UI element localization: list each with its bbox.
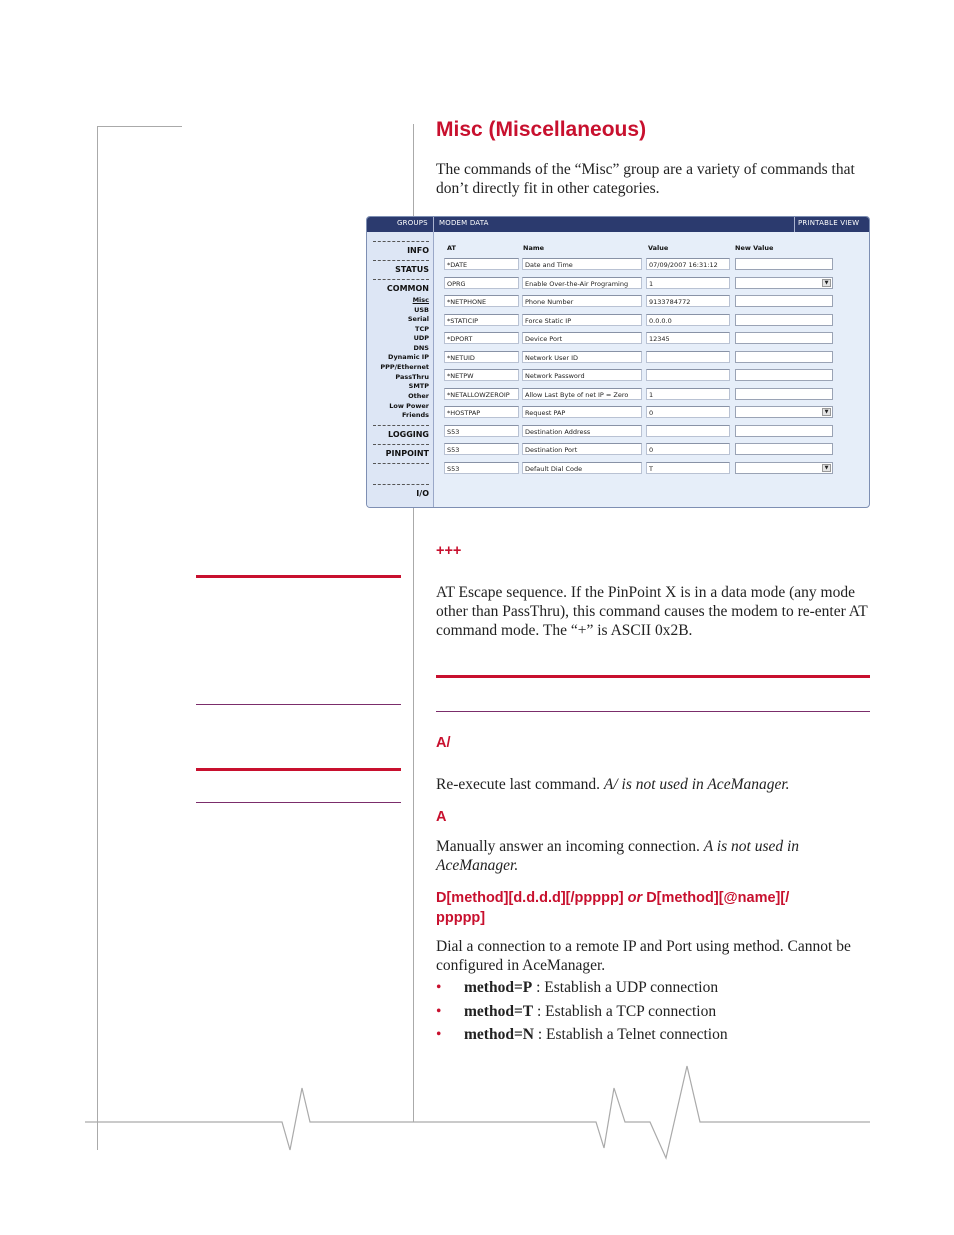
row-name-cell: Network Password — [522, 369, 642, 381]
row-value-cell: 1 — [646, 388, 730, 400]
row-value-cell: 0 — [646, 406, 730, 418]
cmd-a-slash-title: A/ — [436, 735, 451, 751]
row-at-cell: *DPORT — [444, 332, 519, 344]
new-value-select[interactable] — [735, 462, 833, 474]
row-at-cell: S53 — [444, 462, 519, 474]
row-name-cell: Date and Time — [522, 258, 642, 270]
sidebar-friends[interactable]: Friends — [401, 411, 429, 419]
footer-heartbeat-line — [0, 1060, 954, 1170]
cmd-dial-title: D[method][d.d.d.d][/ppppp] or D[method][@name][/ ppppp] — [436, 890, 790, 926]
row-name-cell: Allow Last Byte of net IP = Zero — [522, 388, 642, 400]
sidebar-smtp[interactable]: SMTP — [408, 382, 429, 390]
sidebar-other[interactable]: Other — [408, 392, 429, 400]
row-at-cell: OPRG — [444, 277, 519, 289]
main-purple-rule — [436, 711, 870, 712]
chevron-down-icon[interactable]: ▼ — [822, 464, 831, 472]
row-name-cell: Force Static IP — [522, 314, 642, 326]
row-name-cell: Device Port — [522, 332, 642, 344]
row-at-cell: S53 — [444, 443, 519, 455]
row-name-cell: Request PAP — [522, 406, 642, 418]
sidebar-serial[interactable]: Serial — [407, 315, 429, 323]
page-title: Misc (Miscellaneous) — [436, 118, 647, 141]
row-name-cell: Enable Over-the-Air Programing — [522, 277, 642, 289]
sidebar-info[interactable]: INFO — [407, 246, 429, 255]
tab-groups[interactable]: GROUPS — [397, 219, 428, 227]
row-at-cell: *HOSTPAP — [444, 406, 519, 418]
sidebar-pinpoint[interactable]: PINPOINT — [385, 449, 429, 458]
new-value-select[interactable] — [735, 406, 833, 418]
row-value-cell — [646, 425, 730, 437]
sidebar-ppp-ethernet[interactable]: PPP/Ethernet — [380, 363, 429, 371]
new-value-input[interactable] — [735, 351, 833, 363]
row-name-cell: Default Dial Code — [522, 462, 642, 474]
row-at-cell: *NETPHONE — [444, 295, 519, 307]
sidebar-tcp[interactable]: TCP — [415, 325, 429, 333]
dial-method-list — [436, 978, 728, 1049]
row-name-cell: Destination Port — [522, 443, 642, 455]
sidebar-low-power[interactable]: Low Power — [389, 402, 429, 410]
row-value-cell: T — [646, 462, 730, 474]
tab-modem-data[interactable]: MODEM DATA — [439, 219, 489, 227]
row-at-cell: *NETUID — [444, 351, 519, 363]
sidebar-red-rule-1 — [196, 575, 401, 578]
sidebar-rule-2 — [196, 802, 401, 803]
screenshot-sidebar — [367, 232, 434, 507]
cmd-a-desc: Manually answer an incoming connection. A is not used in AceManager. — [436, 838, 800, 874]
screenshot-tab-bar — [367, 217, 869, 232]
acemanager-screenshot — [366, 216, 870, 508]
chevron-down-icon[interactable]: ▼ — [822, 408, 831, 416]
top-left-rule — [97, 126, 182, 127]
new-value-input[interactable] — [735, 295, 833, 307]
sidebar-usb[interactable]: USB — [414, 306, 429, 314]
row-value-cell — [646, 351, 730, 363]
sidebar-udp[interactable]: UDP — [413, 334, 429, 342]
row-name-cell: Network User ID — [522, 351, 642, 363]
sidebar-misc[interactable]: Misc — [412, 296, 429, 304]
column-header-name: Name — [523, 244, 545, 252]
cmd-plus-desc: AT Escape sequence. If the PinPoint X is in a data mode (any mode other than PassThru), this command causes the modem to re-enter AT command mode. The “+” is ASCII 0x2B. — [436, 584, 868, 639]
row-value-cell: 1 — [646, 277, 730, 289]
row-at-cell: *NETPW — [444, 369, 519, 381]
row-value-cell — [646, 369, 730, 381]
cmd-a-slash-desc: Re-execute last command. A/ is not used in AceManager. — [436, 776, 790, 793]
new-value-input[interactable] — [735, 388, 833, 400]
column-header-new-value: New Value — [735, 244, 774, 252]
new-value-input[interactable] — [735, 369, 833, 381]
row-value-cell: 12345 — [646, 332, 730, 344]
sidebar-dns[interactable]: DNS — [413, 344, 429, 352]
sidebar-rule-1 — [196, 704, 401, 705]
sidebar-passthru[interactable]: PassThru — [395, 373, 429, 381]
sidebar-red-rule-2 — [196, 768, 401, 771]
row-name-cell: Destination Address — [522, 425, 642, 437]
row-value-cell: 07/09/2007 16:31:12 — [646, 258, 730, 270]
new-value-select[interactable] — [735, 277, 833, 289]
row-name-cell: Phone Number — [522, 295, 642, 307]
sidebar-status[interactable]: STATUS — [395, 265, 429, 274]
sidebar-common[interactable]: COMMON — [386, 284, 429, 293]
tab-printable-view[interactable]: PRINTABLE VIEW — [798, 219, 860, 227]
row-value-cell: 0 — [646, 443, 730, 455]
intro-paragraph: The commands of the “Misc” group are a variety of commands that don’t directly fit in other categories. — [436, 161, 855, 197]
new-value-input[interactable] — [735, 443, 833, 455]
row-at-cell: *NETALLOWZEROIP — [444, 388, 519, 400]
new-value-input[interactable] — [735, 258, 833, 270]
left-margin-line — [97, 126, 98, 1150]
row-value-cell: 9133784772 — [646, 295, 730, 307]
list-item: • method=P : Establish a UDP connection — [436, 979, 719, 996]
column-header-at: AT — [447, 244, 456, 252]
list-item: • method=T : Establish a TCP connection — [436, 1002, 717, 1020]
cmd-dial-desc: Dial a connection to a remote IP and Port using method. Cannot be configured in AceManager. — [436, 938, 851, 974]
cmd-a-title: A — [436, 809, 447, 825]
column-header-value: Value — [648, 244, 669, 252]
main-red-rule — [436, 675, 870, 678]
row-at-cell: S53 — [444, 425, 519, 437]
row-at-cell: *STATICIP — [444, 314, 519, 326]
new-value-input[interactable] — [735, 314, 833, 326]
new-value-input[interactable] — [735, 332, 833, 344]
list-item: • method=N : Establish a Telnet connection — [436, 1026, 728, 1043]
new-value-input[interactable] — [735, 425, 833, 437]
sidebar-io[interactable]: I/O — [416, 489, 429, 498]
cmd-plus-title: +++ — [436, 543, 462, 559]
row-value-cell: 0.0.0.0 — [646, 314, 730, 326]
sidebar-logging[interactable]: LOGGING — [388, 430, 429, 439]
row-at-cell: *DATE — [444, 258, 519, 270]
chevron-down-icon[interactable]: ▼ — [822, 279, 831, 287]
sidebar-dynamic-ip[interactable]: Dynamic IP — [388, 353, 429, 361]
